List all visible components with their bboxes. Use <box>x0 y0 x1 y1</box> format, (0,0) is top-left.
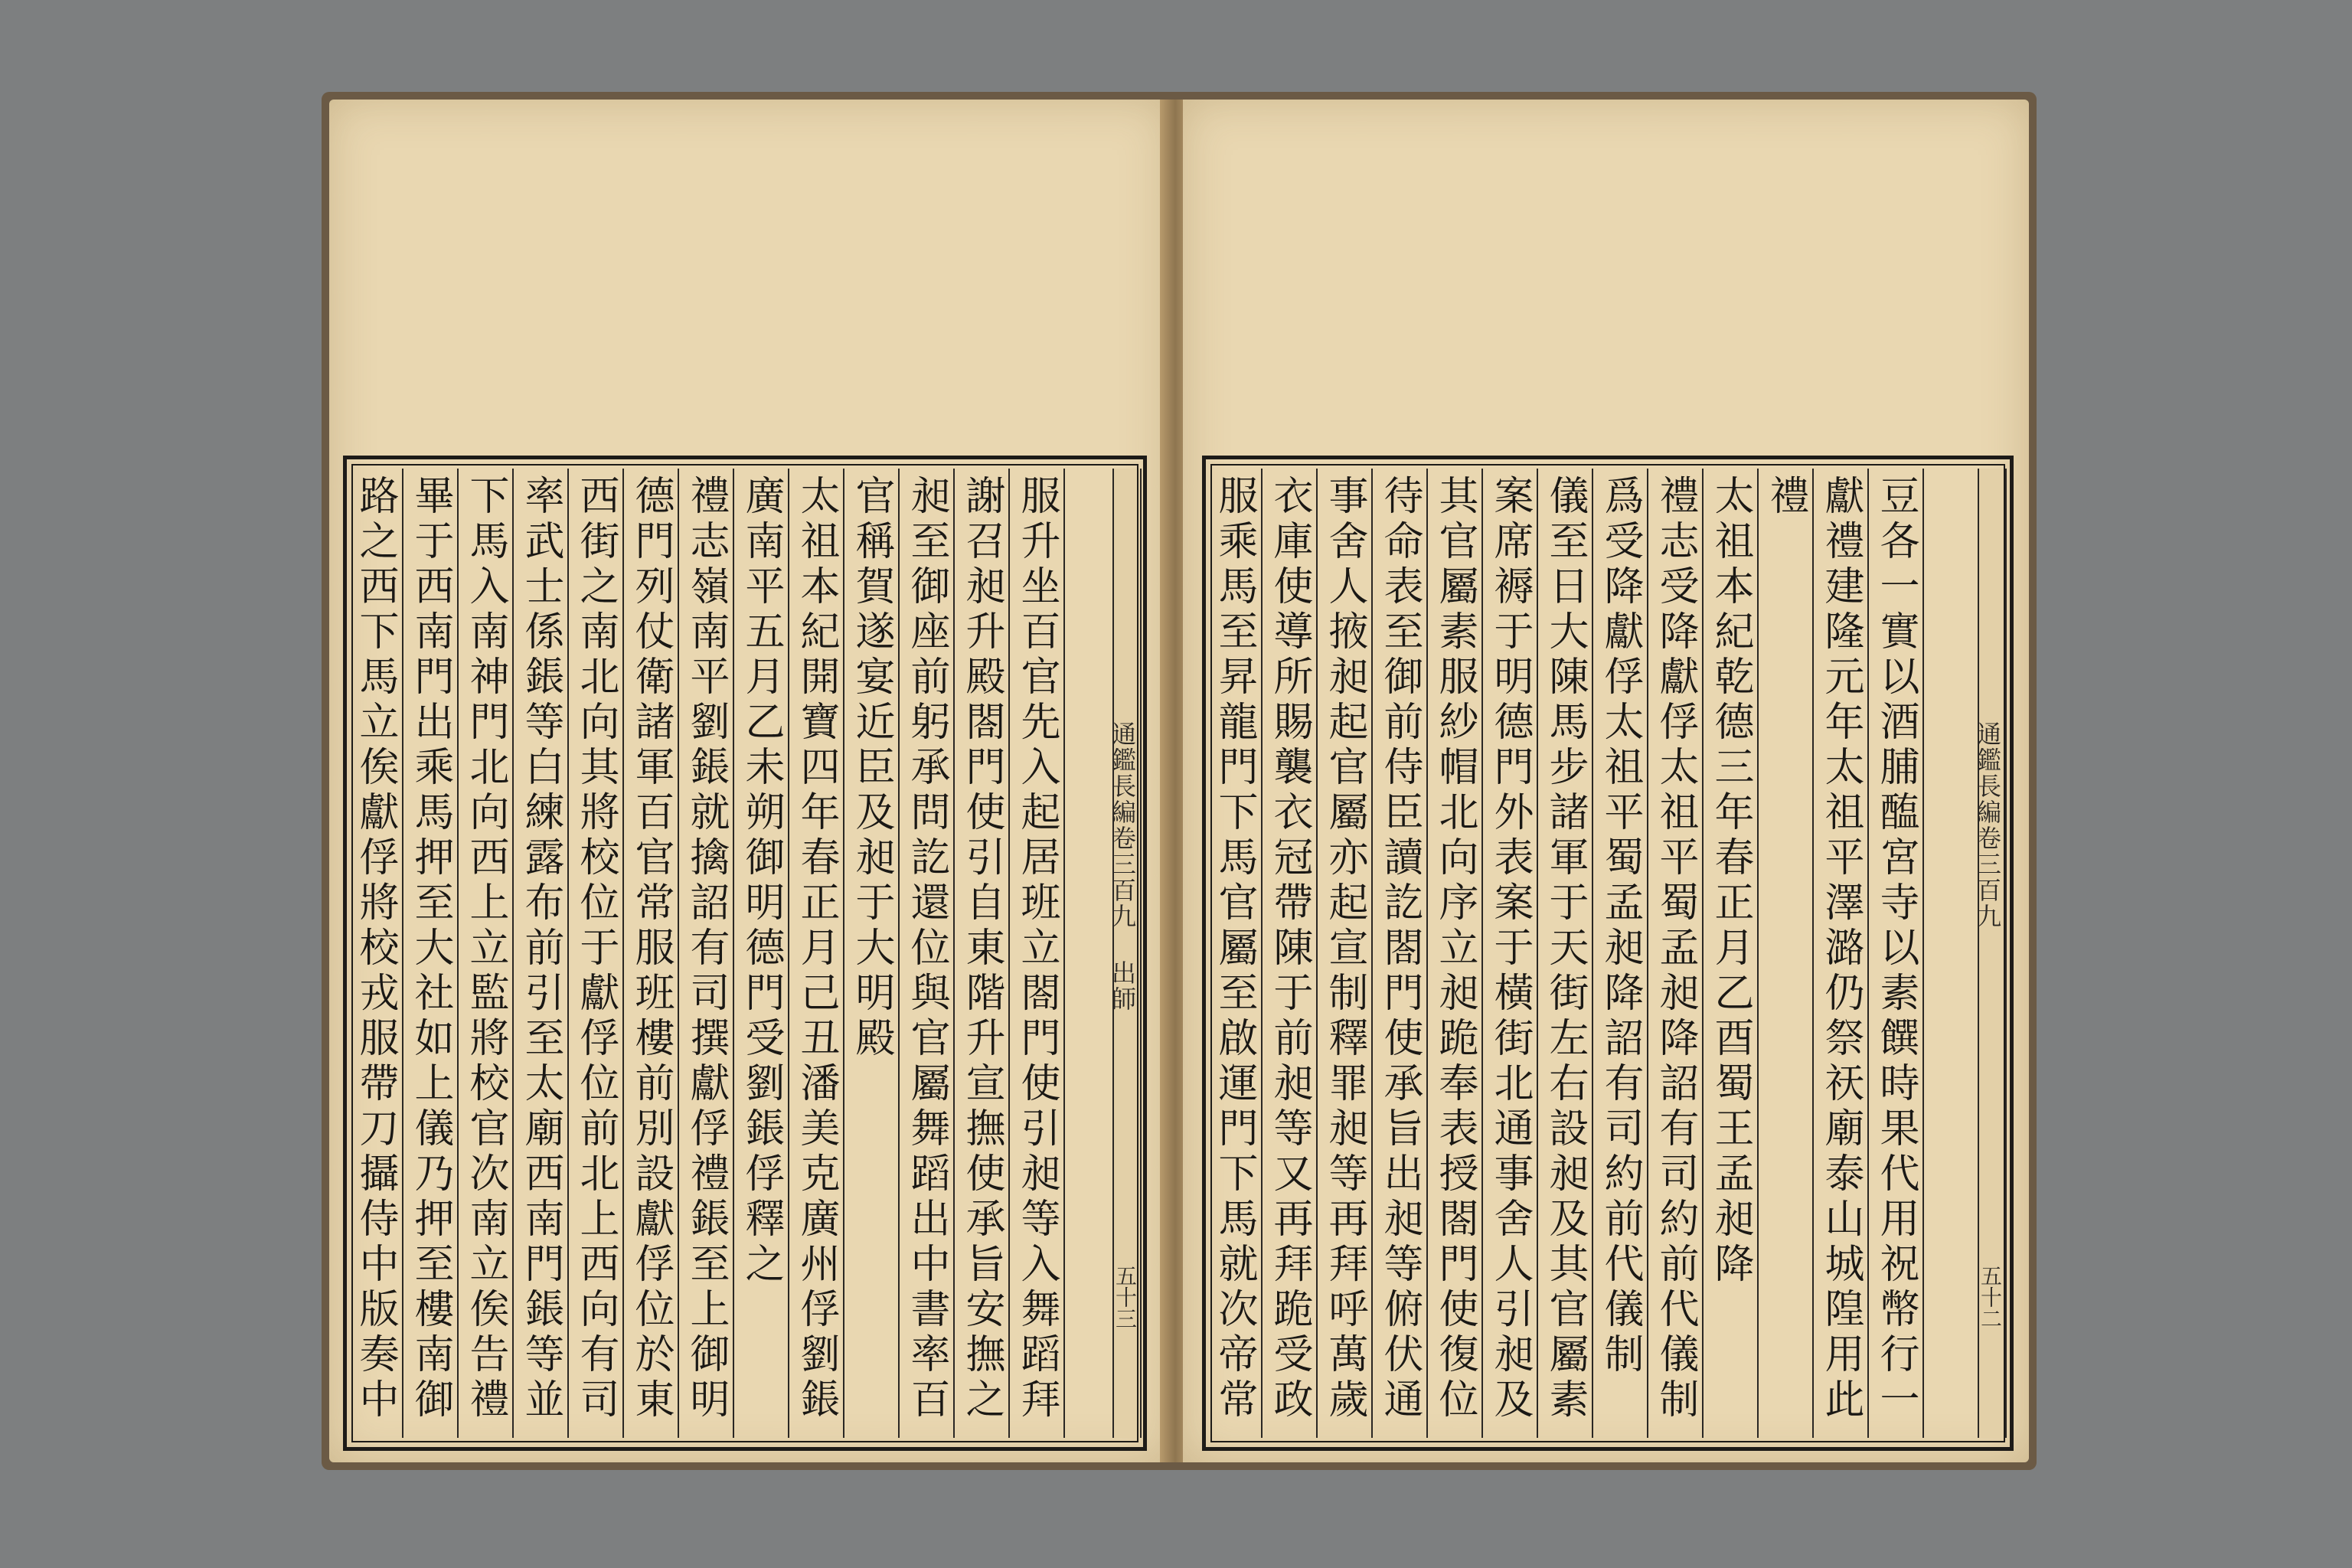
page-number: 五十三 <box>1112 1265 1138 1329</box>
column-rule <box>1371 469 1373 1438</box>
text-column: 下馬入南神門北向西上立監將校官次南立俟告禮 <box>462 475 508 1423</box>
text-column: 服乘馬至昇龍門下馬官屬至啟運門下馬就次帝常 <box>1211 475 1257 1423</box>
text-column: 官稱賀遂宴近臣及昶于大明殿 <box>848 475 894 1062</box>
text-column: 儀至日大陳馬步諸軍于天街左右設昶及其官屬素 <box>1542 475 1588 1423</box>
text-column: 路之西下馬立俟獻俘將校戎服帶刀攝侍中版奏中 <box>352 475 398 1423</box>
column-rule <box>512 469 514 1438</box>
column-rule <box>1008 469 1010 1438</box>
column-rule <box>567 469 569 1438</box>
column-rule <box>1757 469 1759 1438</box>
column-rule <box>1812 469 1814 1438</box>
text-column: 獻禮建隆元年太祖平澤潞仍祭祆廟泰山城隍用此 <box>1818 475 1864 1423</box>
column-rule <box>622 469 624 1438</box>
text-column: 服升坐百官先入起居班立閤門使引昶等入舞蹈拜 <box>1014 475 1060 1423</box>
text-column: 昶至御座前躬承問訖還位與官屬舞蹈出中書率百 <box>903 475 949 1423</box>
text-column: 豆各一實以酒脯醢宮寺以素饌時果代用祝幣行一 <box>1873 475 1919 1423</box>
column-rule <box>1426 469 1428 1438</box>
column-rule <box>733 469 734 1438</box>
text-column: 畢于西南門出乘馬押至大社如上儀乃押至樓南御 <box>407 475 453 1423</box>
column-rule <box>402 469 403 1438</box>
text-column: 事舍人掖昶起官屬亦起宣制釋罪昶等再拜呼萬歲 <box>1321 475 1367 1423</box>
text-column: 爲受降獻俘太祖平蜀孟昶降詔有司約前代儀制 <box>1597 475 1643 1378</box>
column-rule <box>1702 469 1704 1438</box>
text-column: 禮志嶺南平劉鋹就擒詔有司撰獻俘禮鋹至上御明 <box>683 475 729 1423</box>
text-column: 德門列仗衛諸軍百官常服班樓前別設獻俘位於東 <box>628 475 674 1423</box>
right-text-frame <box>1202 456 2014 1451</box>
column-rule <box>953 469 955 1438</box>
text-column: 其官屬素服紗帽北向序立昶跪奉表授閤門使復位 <box>1432 475 1478 1423</box>
column-rule <box>898 469 900 1438</box>
page-number: 五十二 <box>1978 1265 2003 1329</box>
center-fold-band <box>1108 469 1142 1438</box>
text-column: 案席褥于明德門外表案于橫街北通事舍人引昶及 <box>1487 475 1533 1423</box>
column-rule <box>1647 469 1648 1438</box>
column-rule <box>1063 469 1065 1438</box>
text-column: 待命表至御前侍臣讀訖閤門使承旨出昶等俯伏通 <box>1377 475 1423 1423</box>
text-column: 太祖本紀乾德三年春正月乙酉蜀王孟昶降 <box>1707 475 1753 1288</box>
column-rule <box>678 469 679 1438</box>
text-column: 禮 <box>1762 475 1808 520</box>
text-column: 禮志受降獻俘太祖平蜀孟昶降詔有司約前代儀制 <box>1652 475 1698 1423</box>
column-rule <box>1537 469 1538 1438</box>
text-column: 謝召昶升殿閤門使引自東階升宣撫使承旨安撫之 <box>959 475 1004 1423</box>
left-text-frame <box>343 456 1147 1451</box>
column-rule <box>457 469 459 1438</box>
text-column: 西街之南北向其將校位于獻俘位前北上西向有司 <box>573 475 619 1423</box>
column-rule <box>1481 469 1483 1438</box>
center-fold-band <box>1973 469 2007 1438</box>
column-rule <box>1316 469 1318 1438</box>
left-page <box>329 100 1168 1462</box>
text-column: 廣南平五月乙未朔御明德門受劉鋹俘釋之 <box>738 475 784 1288</box>
column-rule <box>788 469 789 1438</box>
right-page <box>1183 100 2029 1462</box>
column-rule <box>1592 469 1593 1438</box>
column-rule <box>1261 469 1263 1438</box>
text-column: 太祖本紀開寶四年春正月己丑潘美克廣州俘劉鋹 <box>793 475 839 1423</box>
text-column: 衣庫使導所賜襲衣冠帶陳于前昶等又再拜跪受政 <box>1266 475 1312 1423</box>
column-rule <box>843 469 844 1438</box>
column-rule <box>1867 469 1869 1438</box>
book-title-label: 通鑑長編卷三百九 <box>1973 721 2002 929</box>
text-column: 率武士係鋹等白練露布前引至太廟西南門鋹等並 <box>518 475 564 1423</box>
column-rule <box>1922 469 1924 1438</box>
book-title-label: 通鑑長編卷三百九 出師 <box>1108 721 1137 1012</box>
